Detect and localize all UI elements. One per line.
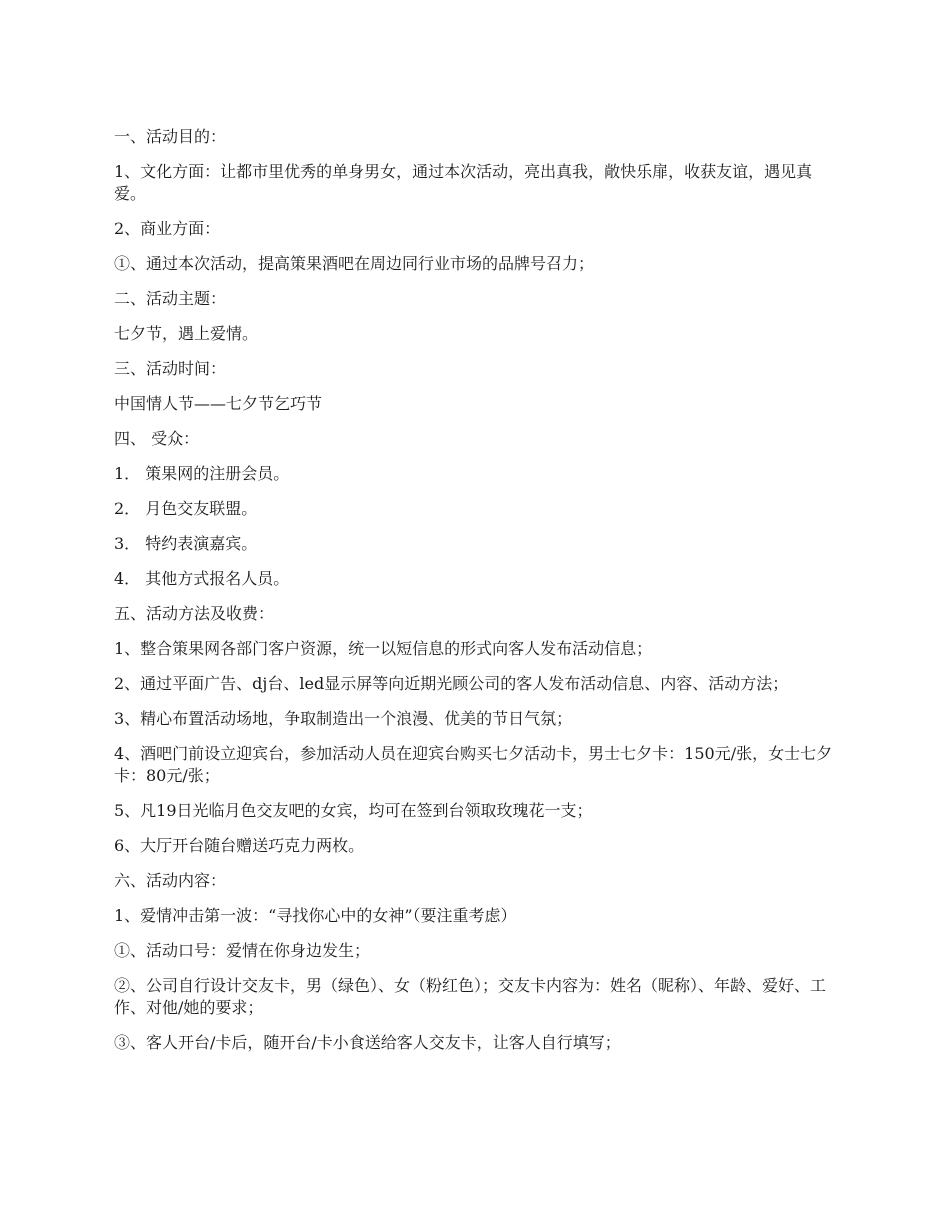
paragraph-brand: ①、通过本次活动，提高策果酒吧在周边同行业市场的品牌号召力； xyxy=(114,254,595,273)
list-item-audience-2: 2． 月色交友联盟。 xyxy=(114,499,258,518)
paragraph-time: 中国情人节——七夕节乞巧节 xyxy=(114,394,323,413)
list-item-method-1: 1、整合策果网各部门客户资源，统一以短信息的形式向客人发布活动信息； xyxy=(114,639,653,658)
section-heading-purpose: 一、活动目的： xyxy=(114,127,227,146)
list-item-content-1: 1、爱情冲击第一波：“寻找你心中的女神”（要注重考虑） xyxy=(114,906,517,925)
list-item-method-4: 4、酒吧门前设立迎宾台，参加活动人员在迎宾台购买七夕活动卡，男士七夕卡：150元/张，女士七夕卡：80元/张； xyxy=(114,744,833,785)
section-heading-time: 三、活动时间： xyxy=(114,359,227,378)
list-item-method-3: 3、精心布置活动场地，争取制造出一个浪漫、优美的节日气氛； xyxy=(114,709,573,728)
list-item-method-2: 2、通过平面广告、dj台、led显示屏等向近期光顾公司的客人发布活动信息、内容、活动方法； xyxy=(114,674,789,693)
list-item-audience-3: 3． 特约表演嘉宾。 xyxy=(114,534,258,553)
list-item-method-5: 5、凡19日光临月色交友吧的女宾，均可在签到台领取玫瑰花一支； xyxy=(114,801,593,820)
list-item-audience-1: 1． 策果网的注册会员。 xyxy=(114,464,290,483)
paragraph-business: 2、商业方面： xyxy=(114,219,221,238)
section-heading-theme: 二、活动主题： xyxy=(114,289,227,308)
list-item-method-6: 6、大厅开台随台赠送巧克力两枚。 xyxy=(114,836,365,855)
paragraph-culture: 1、文化方面：让都市里优秀的单身男女，通过本次活动，亮出真我，敞快乐扉，收获友谊，遇见真爱。 xyxy=(114,162,813,203)
paragraph-theme: 七夕节，遇上爱情。 xyxy=(114,324,259,343)
section-heading-content: 六、活动内容： xyxy=(114,871,227,890)
section-heading-method: 五、活动方法及收费： xyxy=(114,604,275,623)
document-body xyxy=(114,126,838,1067)
sub-item-card-design: ②、公司自行设计交友卡，男（绿色）、女（粉红色）；交友卡内容为：姓名（昵称）、年龄、爱好、工作、对他/她的要求； xyxy=(114,976,827,1017)
sub-item-slogan: ①、活动口号：爱情在你身边发生； xyxy=(114,941,371,960)
list-item-audience-4: 4． 其他方式报名人员。 xyxy=(114,569,290,588)
sub-item-card-distribution: ③、客人开台/卡后，随开台/卡小食送给客人交友卡，让客人自行填写； xyxy=(114,1033,621,1052)
section-heading-audience: 四、 受众： xyxy=(114,429,200,448)
